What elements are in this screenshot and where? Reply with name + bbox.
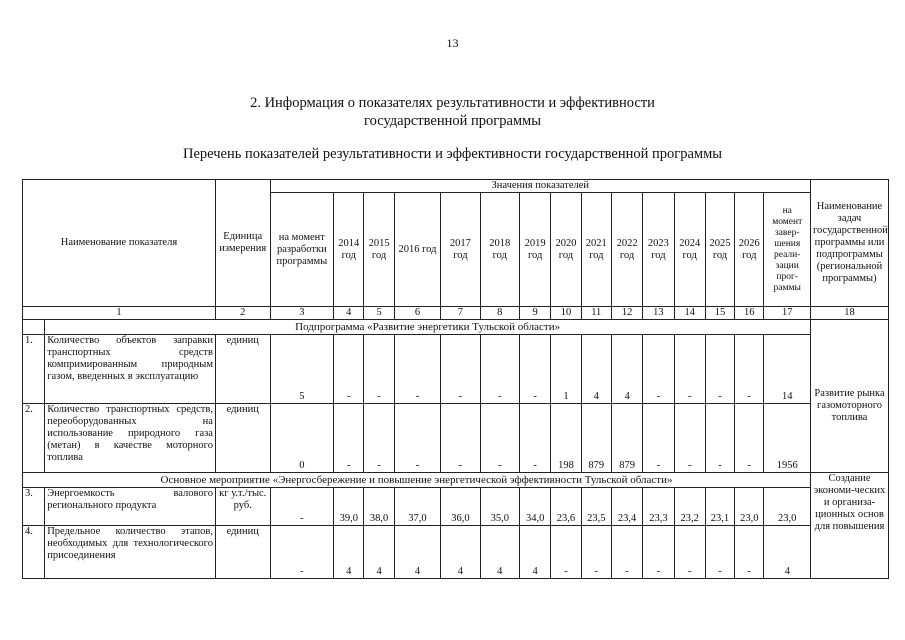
value-cell: - bbox=[520, 404, 551, 473]
header-year: 2025 год bbox=[705, 193, 734, 307]
section-title-line-1: 2. Информация о показателях результативности и эффективности bbox=[250, 95, 655, 111]
column-number: 16 bbox=[735, 307, 764, 320]
value-cell: 39,0 bbox=[334, 488, 364, 526]
column-number: 12 bbox=[611, 307, 642, 320]
header-year: 2022 год bbox=[611, 193, 642, 307]
value-cell: - bbox=[551, 526, 581, 579]
value-cell: - bbox=[735, 404, 764, 473]
value-cell: - bbox=[520, 335, 551, 404]
section-title-line-2: государственной программы bbox=[364, 113, 541, 129]
value-cell: - bbox=[611, 526, 642, 579]
value-cell: 879 bbox=[581, 404, 611, 473]
row-number: 2. bbox=[23, 404, 45, 473]
value-cell: 4 bbox=[520, 526, 551, 579]
column-number: 7 bbox=[441, 307, 480, 320]
value-cell: - bbox=[334, 404, 364, 473]
value-cell: 37,0 bbox=[394, 488, 440, 526]
header-year: 2016 год bbox=[394, 193, 440, 307]
value-cell: 23,4 bbox=[611, 488, 642, 526]
header-year: 2018 год bbox=[480, 193, 519, 307]
subprogram-blank-cell bbox=[23, 320, 45, 335]
value-cell: - bbox=[705, 335, 734, 404]
tasks-cell-1: Развитие рынка газомоторного топлива bbox=[811, 320, 889, 473]
value-cell: - bbox=[480, 335, 519, 404]
value-cell: - bbox=[674, 404, 705, 473]
value-base: 0 bbox=[270, 404, 334, 473]
value-cell: 34,0 bbox=[520, 488, 551, 526]
header-values-group: Значения показателей bbox=[270, 180, 811, 193]
value-cell: - bbox=[441, 404, 480, 473]
column-number: 13 bbox=[643, 307, 674, 320]
subprogram-row bbox=[23, 320, 889, 335]
header-year: 2021 год bbox=[581, 193, 611, 307]
header-name: Наименование показателя bbox=[23, 180, 216, 307]
value-cell: 4 bbox=[480, 526, 519, 579]
value-cell: - bbox=[581, 526, 611, 579]
column-number-row bbox=[23, 307, 889, 320]
indicator-name: Количество объектов заправки транспортных средств компримированным природным газом, введенных в эксплуатацию bbox=[45, 335, 216, 404]
value-cell: 36,0 bbox=[441, 488, 480, 526]
value-cell: 4 bbox=[581, 335, 611, 404]
value-cell: 23,3 bbox=[643, 488, 674, 526]
value-cell: 23,0 bbox=[735, 488, 764, 526]
value-cell: 38,0 bbox=[364, 488, 394, 526]
column-number: 3 bbox=[270, 307, 334, 320]
row-number: 1. bbox=[23, 335, 45, 404]
column-number: 4 bbox=[334, 307, 364, 320]
header-year: 2024 год bbox=[674, 193, 705, 307]
value-cell: 23,5 bbox=[581, 488, 611, 526]
row-number: 3. bbox=[23, 488, 45, 526]
table-row bbox=[23, 526, 889, 579]
column-number: 2 bbox=[215, 307, 270, 320]
value-cell: - bbox=[394, 404, 440, 473]
column-number: 15 bbox=[705, 307, 734, 320]
value-cell: 198 bbox=[551, 404, 581, 473]
value-cell: - bbox=[643, 404, 674, 473]
header-unit: Единица измерения bbox=[215, 180, 270, 307]
page-number: 13 bbox=[446, 36, 459, 50]
indicator-name: Предельное количество этапов, необходимых для технологического присоединения bbox=[45, 526, 216, 579]
value-cell: - bbox=[364, 404, 394, 473]
value-cell: 4 bbox=[441, 526, 480, 579]
column-number: 10 bbox=[551, 307, 581, 320]
table-row bbox=[23, 404, 889, 473]
indicator-name: Количество транспортных средств, переоборудованных на использование природного газа (метан) в качестве моторного топлива bbox=[45, 404, 216, 473]
main-activity-title: Основное мероприятие «Энергосбережение и повышение энергетической эффективности Тульской области» bbox=[23, 473, 811, 488]
column-number: 9 bbox=[520, 307, 551, 320]
indicator-unit: единиц bbox=[215, 404, 270, 473]
column-number: 1 bbox=[23, 307, 216, 320]
header-year: 2017 год bbox=[441, 193, 480, 307]
value-cell: - bbox=[643, 526, 674, 579]
value-cell: - bbox=[364, 335, 394, 404]
column-number: 8 bbox=[480, 307, 519, 320]
value-cell: - bbox=[735, 526, 764, 579]
indicators-table bbox=[22, 179, 889, 579]
value-cell: - bbox=[705, 404, 734, 473]
value-cell: - bbox=[674, 526, 705, 579]
section-title bbox=[0, 94, 905, 130]
main-activity-row bbox=[23, 473, 889, 488]
value-cell: 23,1 bbox=[705, 488, 734, 526]
column-number: 17 bbox=[764, 307, 811, 320]
value-base: - bbox=[270, 488, 334, 526]
value-cell: 4 bbox=[334, 526, 364, 579]
tasks-cell-2: Создание экономи-ческих и организа-ционных основ для повышения bbox=[811, 473, 889, 579]
header-at-development: на момент разработки программы bbox=[270, 193, 334, 307]
header-year: 2023 год bbox=[643, 193, 674, 307]
value-cell: - bbox=[705, 526, 734, 579]
table-row bbox=[23, 488, 889, 526]
value-cell: - bbox=[674, 335, 705, 404]
value-base: 5 bbox=[270, 335, 334, 404]
value-cell: 23,6 bbox=[551, 488, 581, 526]
value-final: 14 bbox=[764, 335, 811, 404]
value-final: 23,0 bbox=[764, 488, 811, 526]
value-cell: 4 bbox=[394, 526, 440, 579]
value-cell: - bbox=[334, 335, 364, 404]
value-cell: 4 bbox=[364, 526, 394, 579]
header-at-completion: на момент завер-шения реали-зации прог-раммы bbox=[764, 193, 811, 307]
value-cell: - bbox=[480, 404, 519, 473]
indicator-unit: единиц bbox=[215, 526, 270, 579]
value-base: - bbox=[270, 526, 334, 579]
indicator-unit: кг у.т./тыс. руб. bbox=[215, 488, 270, 526]
list-title: Перечень показателей результативности и эффективности государственной программы bbox=[182, 146, 723, 162]
header-year: 2019 год bbox=[520, 193, 551, 307]
header-tasks: Наименование задач государственной программы или подпрограммы (региональной программы) bbox=[811, 180, 889, 307]
column-number: 5 bbox=[364, 307, 394, 320]
value-cell: - bbox=[441, 335, 480, 404]
value-cell: 35,0 bbox=[480, 488, 519, 526]
value-cell: 4 bbox=[611, 335, 642, 404]
table-row bbox=[23, 335, 889, 404]
header-year: 2026 год bbox=[735, 193, 764, 307]
value-cell: 879 bbox=[611, 404, 642, 473]
value-cell: 1 bbox=[551, 335, 581, 404]
column-number: 18 bbox=[811, 307, 889, 320]
column-number: 14 bbox=[674, 307, 705, 320]
subprogram-title: Подпрограмма «Развитие энергетики Тульской области» bbox=[45, 320, 811, 335]
row-number: 4. bbox=[23, 526, 45, 579]
value-final: 1956 bbox=[764, 404, 811, 473]
value-cell: - bbox=[735, 335, 764, 404]
value-cell: - bbox=[643, 335, 674, 404]
column-number: 6 bbox=[394, 307, 440, 320]
header-year: 2014 год bbox=[334, 193, 364, 307]
header-year: 2015 год bbox=[364, 193, 394, 307]
value-cell: 23,2 bbox=[674, 488, 705, 526]
header-year: 2020 год bbox=[551, 193, 581, 307]
value-final: 4 bbox=[764, 526, 811, 579]
value-cell: - bbox=[394, 335, 440, 404]
column-number: 11 bbox=[581, 307, 611, 320]
header-row-1 bbox=[23, 180, 889, 193]
indicator-unit: единиц bbox=[215, 335, 270, 404]
indicator-name: Энергоемкость валового регионального продукта bbox=[45, 488, 216, 526]
